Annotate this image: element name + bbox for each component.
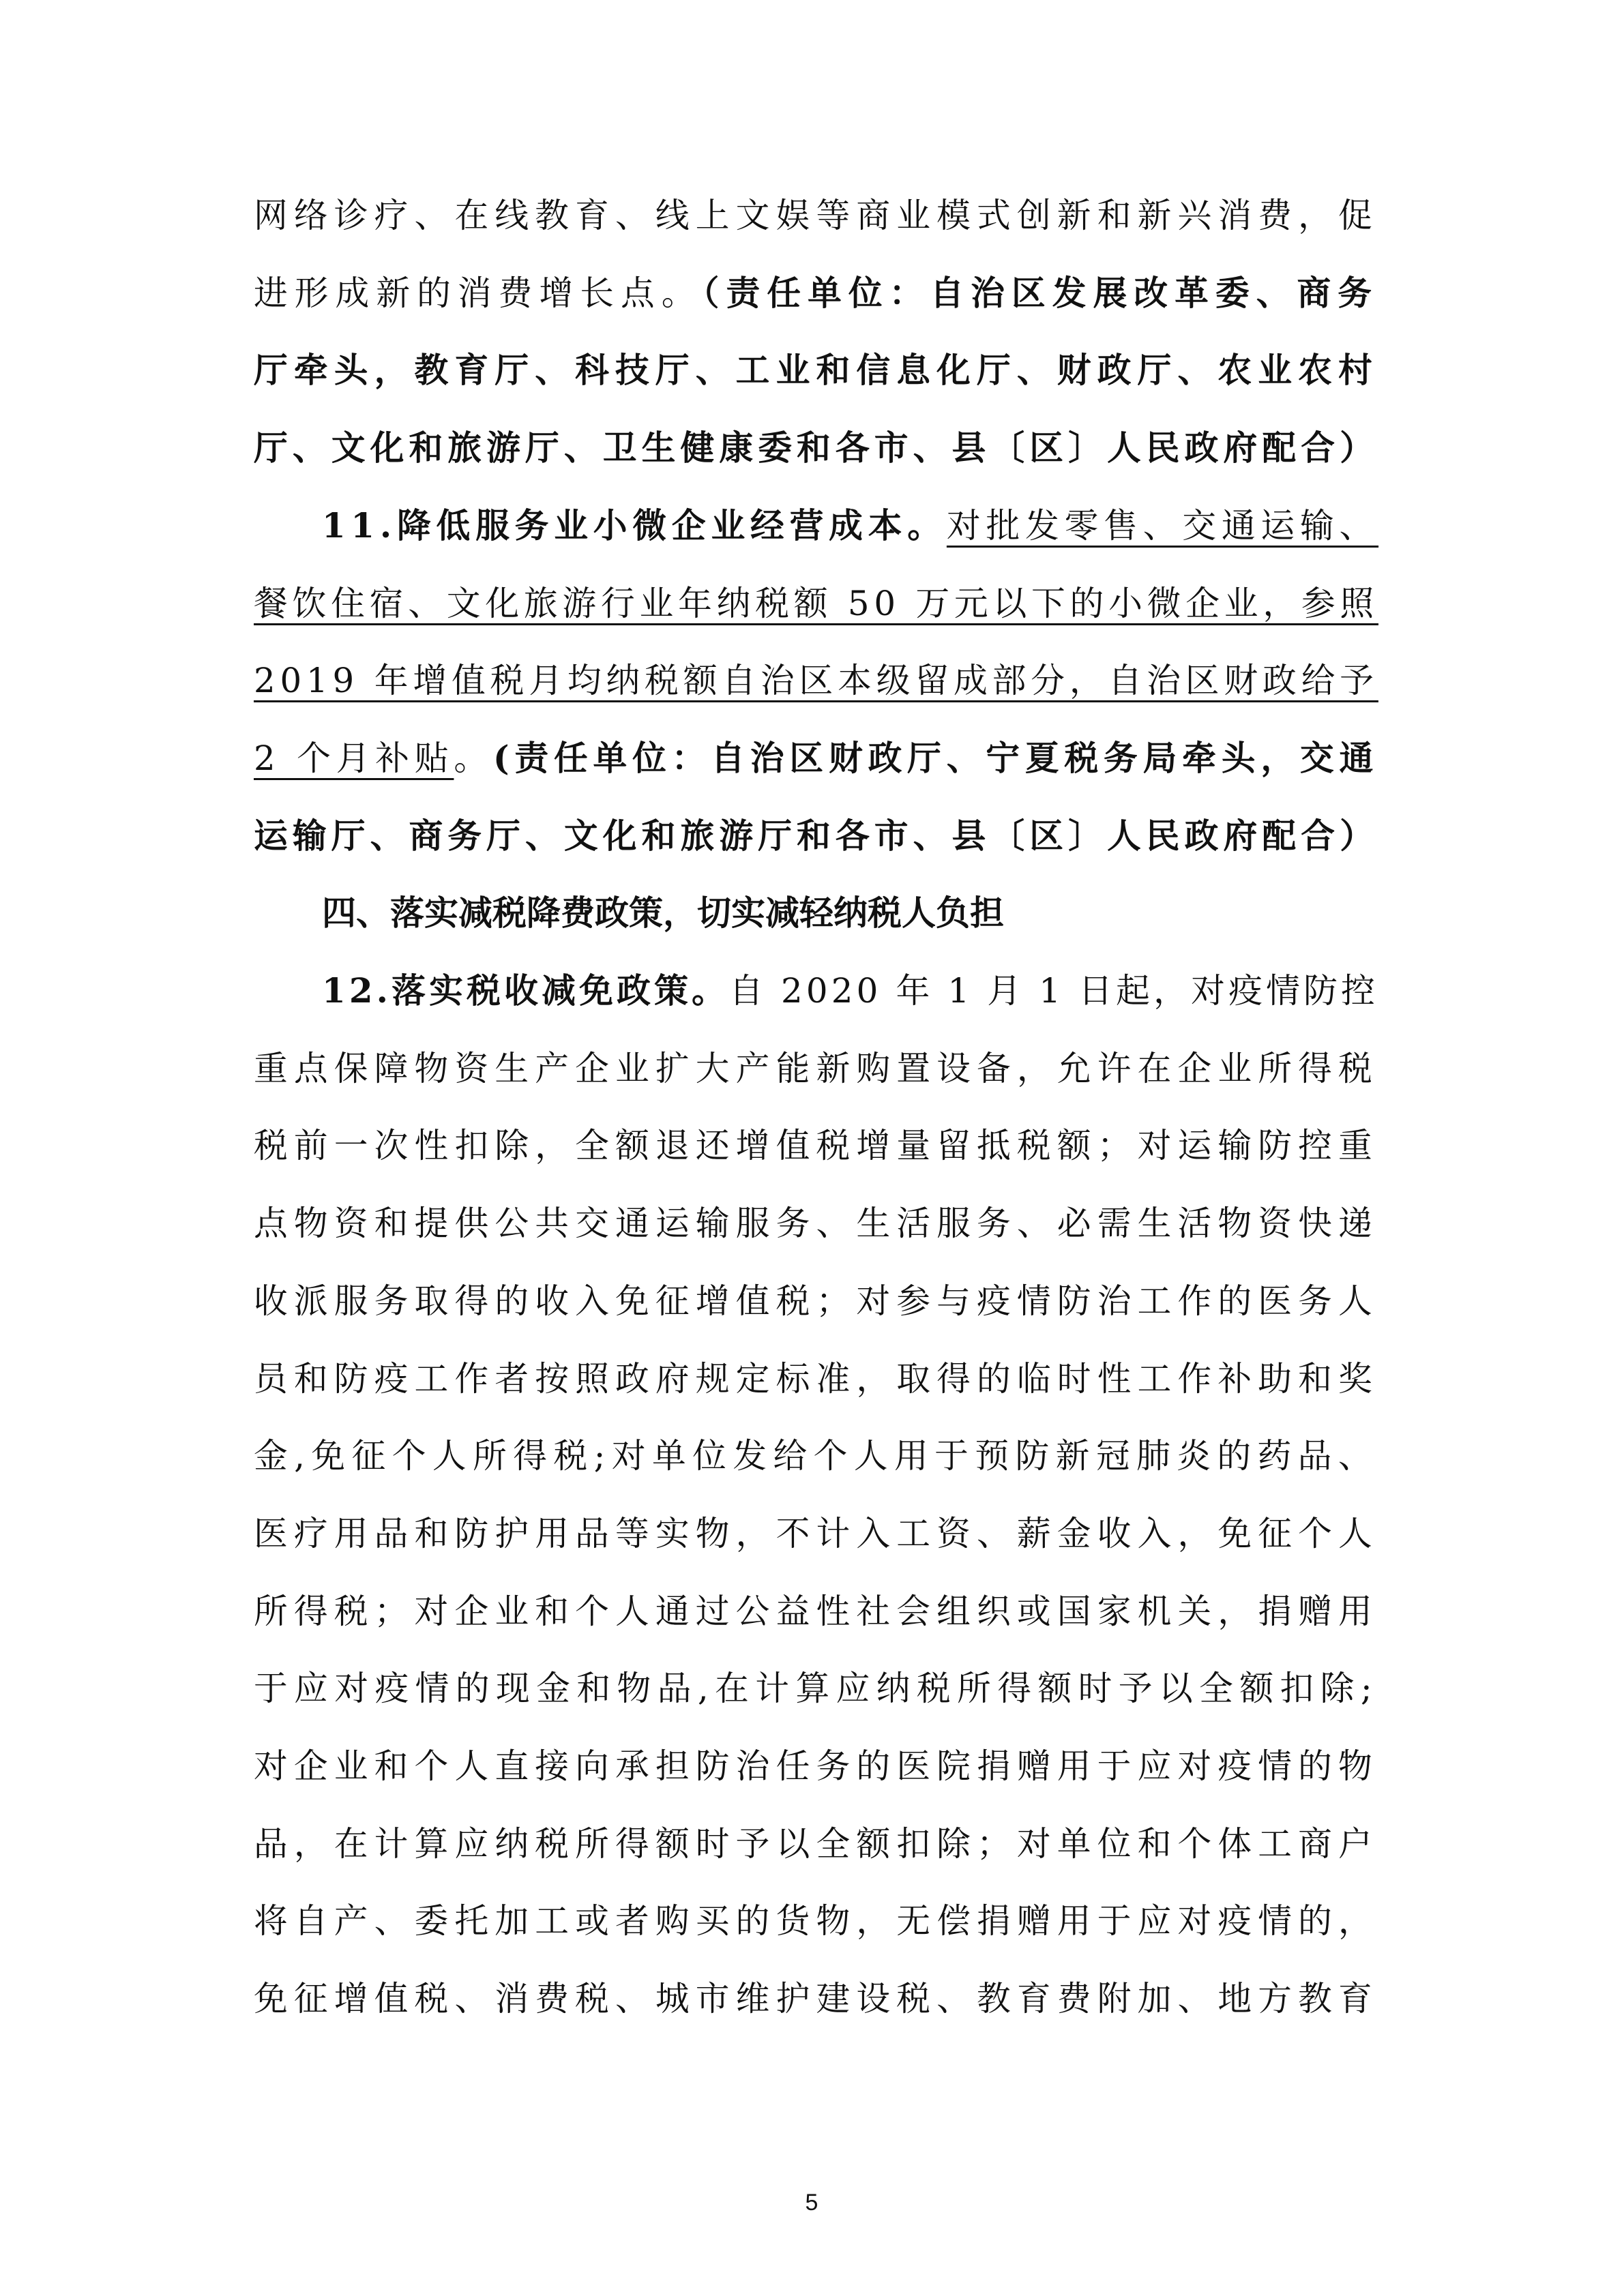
line-text bbox=[254, 1577, 1378, 1645]
underlined-text: 对批发零售、交通运输、 bbox=[946, 505, 1379, 546]
line-text bbox=[322, 879, 1004, 947]
text-line bbox=[0, 492, 1624, 560]
bold-text: 厅、文化和旅游厅、卫生健康委和各市、县〔区〕人民政府配合） bbox=[254, 428, 1378, 468]
text-line bbox=[0, 724, 1624, 792]
body-text: 金,免征个人所得税;对单位发给个人用于预防新冠肺炎的药品、 bbox=[254, 1436, 1379, 1476]
text-line bbox=[0, 1810, 1624, 1878]
body-text: 免征增值税、消费税、城市维护建设税、教育费附加、地方教育 bbox=[254, 1979, 1378, 2019]
line-text bbox=[254, 802, 1378, 870]
line-text bbox=[254, 1345, 1378, 1413]
line-text bbox=[254, 1965, 1378, 2033]
line-text bbox=[254, 1887, 1378, 1955]
bold-text: 运输厅、商务厅、文化和旅游厅和各市、县〔区〕人民政府配合） bbox=[254, 815, 1378, 856]
text-line bbox=[0, 259, 1624, 327]
bold-text: （责任单位：自治区发展改革委、商务 bbox=[702, 272, 1379, 313]
bold-text: 12.落实税收减免政策。 bbox=[322, 970, 730, 1011]
body-text: 品，在计算应纳税所得额时予以全额扣除；对单位和个体工商户 bbox=[254, 1823, 1378, 1864]
text-line bbox=[0, 1577, 1624, 1645]
text-line bbox=[0, 1887, 1624, 1955]
underlined-text: 餐饮住宿、文化旅游行业年纳税额 50 万元以下的小微企业，参照 bbox=[254, 583, 1378, 623]
text-line bbox=[0, 1112, 1624, 1180]
text-line bbox=[0, 646, 1624, 715]
text-line bbox=[0, 1189, 1624, 1257]
body-text: 重点保障物资生产企业扩大产能新购置设备，允许在企业所得税 bbox=[254, 1048, 1378, 1088]
text-line bbox=[0, 1654, 1624, 1723]
body-text: 点物资和提供公共交通运输服务、生活服务、必需生活物资快递 bbox=[254, 1204, 1378, 1244]
line-text bbox=[254, 1112, 1378, 1180]
line-text bbox=[254, 336, 1378, 404]
line-text bbox=[254, 569, 1378, 638]
text-line bbox=[0, 1422, 1624, 1490]
line-text bbox=[254, 1732, 1378, 1800]
text-line bbox=[0, 1345, 1624, 1413]
line-text bbox=[254, 1034, 1378, 1103]
line-text bbox=[254, 1810, 1378, 1878]
line-text bbox=[254, 1654, 1378, 1723]
line-text bbox=[322, 957, 1378, 1025]
underlined-text: 2 个月补贴 bbox=[254, 738, 454, 778]
line-text bbox=[254, 259, 1378, 327]
bold-text: 四、落实减税降费政策，切实减轻纳税人负担 bbox=[322, 893, 1004, 934]
text-line bbox=[0, 1732, 1624, 1800]
body-text: 医疗用品和防护用品等实物，不计入工资、薪金收入，免征个人 bbox=[254, 1513, 1378, 1553]
underlined-text: 2019 年增值税月均纳税额自治区本级留成部分，自治区财政给予 bbox=[254, 661, 1378, 701]
body-text: 对企业和个人直接向承担防治任务的医院捐赠用于应对疫情的物 bbox=[254, 1746, 1378, 1786]
text-line bbox=[0, 1965, 1624, 2033]
line-text bbox=[254, 724, 1378, 792]
text-line bbox=[0, 879, 1624, 947]
text-line bbox=[0, 181, 1624, 250]
bold-text: (责任单位：自治区财政厅、宁夏税务局牵头，交通 bbox=[493, 737, 1379, 778]
body-text: 于应对疫情的现金和物品,在计算应纳税所得额时予以全额扣除; bbox=[254, 1669, 1379, 1709]
body-text: 员和防疫工作者按照政府规定标准，取得的临时性工作补助和奖 bbox=[254, 1358, 1378, 1399]
body-text: 网络诊疗、在线教育、线上文娱等商业模式创新和新兴消费，促 bbox=[254, 196, 1378, 235]
body-text: 所得税；对企业和个人通过公益性社会组织或国家机关，捐赠用 bbox=[254, 1591, 1378, 1631]
body-text: 将自产、委托加工或者购买的货物，无偿捐赠用于应对疫情的， bbox=[254, 1901, 1378, 1941]
text-line bbox=[0, 1034, 1624, 1103]
body-text: 自 2020 年 1 月 1 日起，对疫情防控 bbox=[729, 971, 1379, 1011]
text-line bbox=[0, 1500, 1624, 1568]
text-line bbox=[0, 569, 1624, 638]
text-line bbox=[0, 957, 1624, 1025]
text-line bbox=[0, 414, 1624, 482]
body-text: 进形成新的消费增长点。 bbox=[254, 273, 703, 313]
body-text: 收派服务取得的收入免征增值税；对参与疫情防治工作的医务人 bbox=[254, 1281, 1378, 1321]
text-line bbox=[0, 1267, 1624, 1335]
text-line bbox=[0, 336, 1624, 404]
line-text bbox=[322, 492, 1378, 560]
line-text bbox=[254, 1189, 1378, 1257]
line-text bbox=[254, 181, 1378, 250]
line-text bbox=[254, 1422, 1378, 1490]
line-text bbox=[254, 1267, 1378, 1335]
body-text: 。 bbox=[454, 738, 494, 778]
line-text bbox=[254, 414, 1378, 482]
bold-text: 11.降低服务业小微企业经营成本。 bbox=[322, 505, 947, 546]
line-text bbox=[254, 1500, 1378, 1568]
page-number: 5 bbox=[805, 2190, 818, 2216]
body-text: 税前一次性扣除，全额退还增值税增量留抵税额；对运输防控重 bbox=[254, 1126, 1378, 1166]
text-line bbox=[0, 802, 1624, 870]
bold-text: 厅牵头，教育厅、科技厅、工业和信息化厅、财政厅、农业农村 bbox=[254, 350, 1378, 391]
line-text bbox=[254, 646, 1378, 715]
